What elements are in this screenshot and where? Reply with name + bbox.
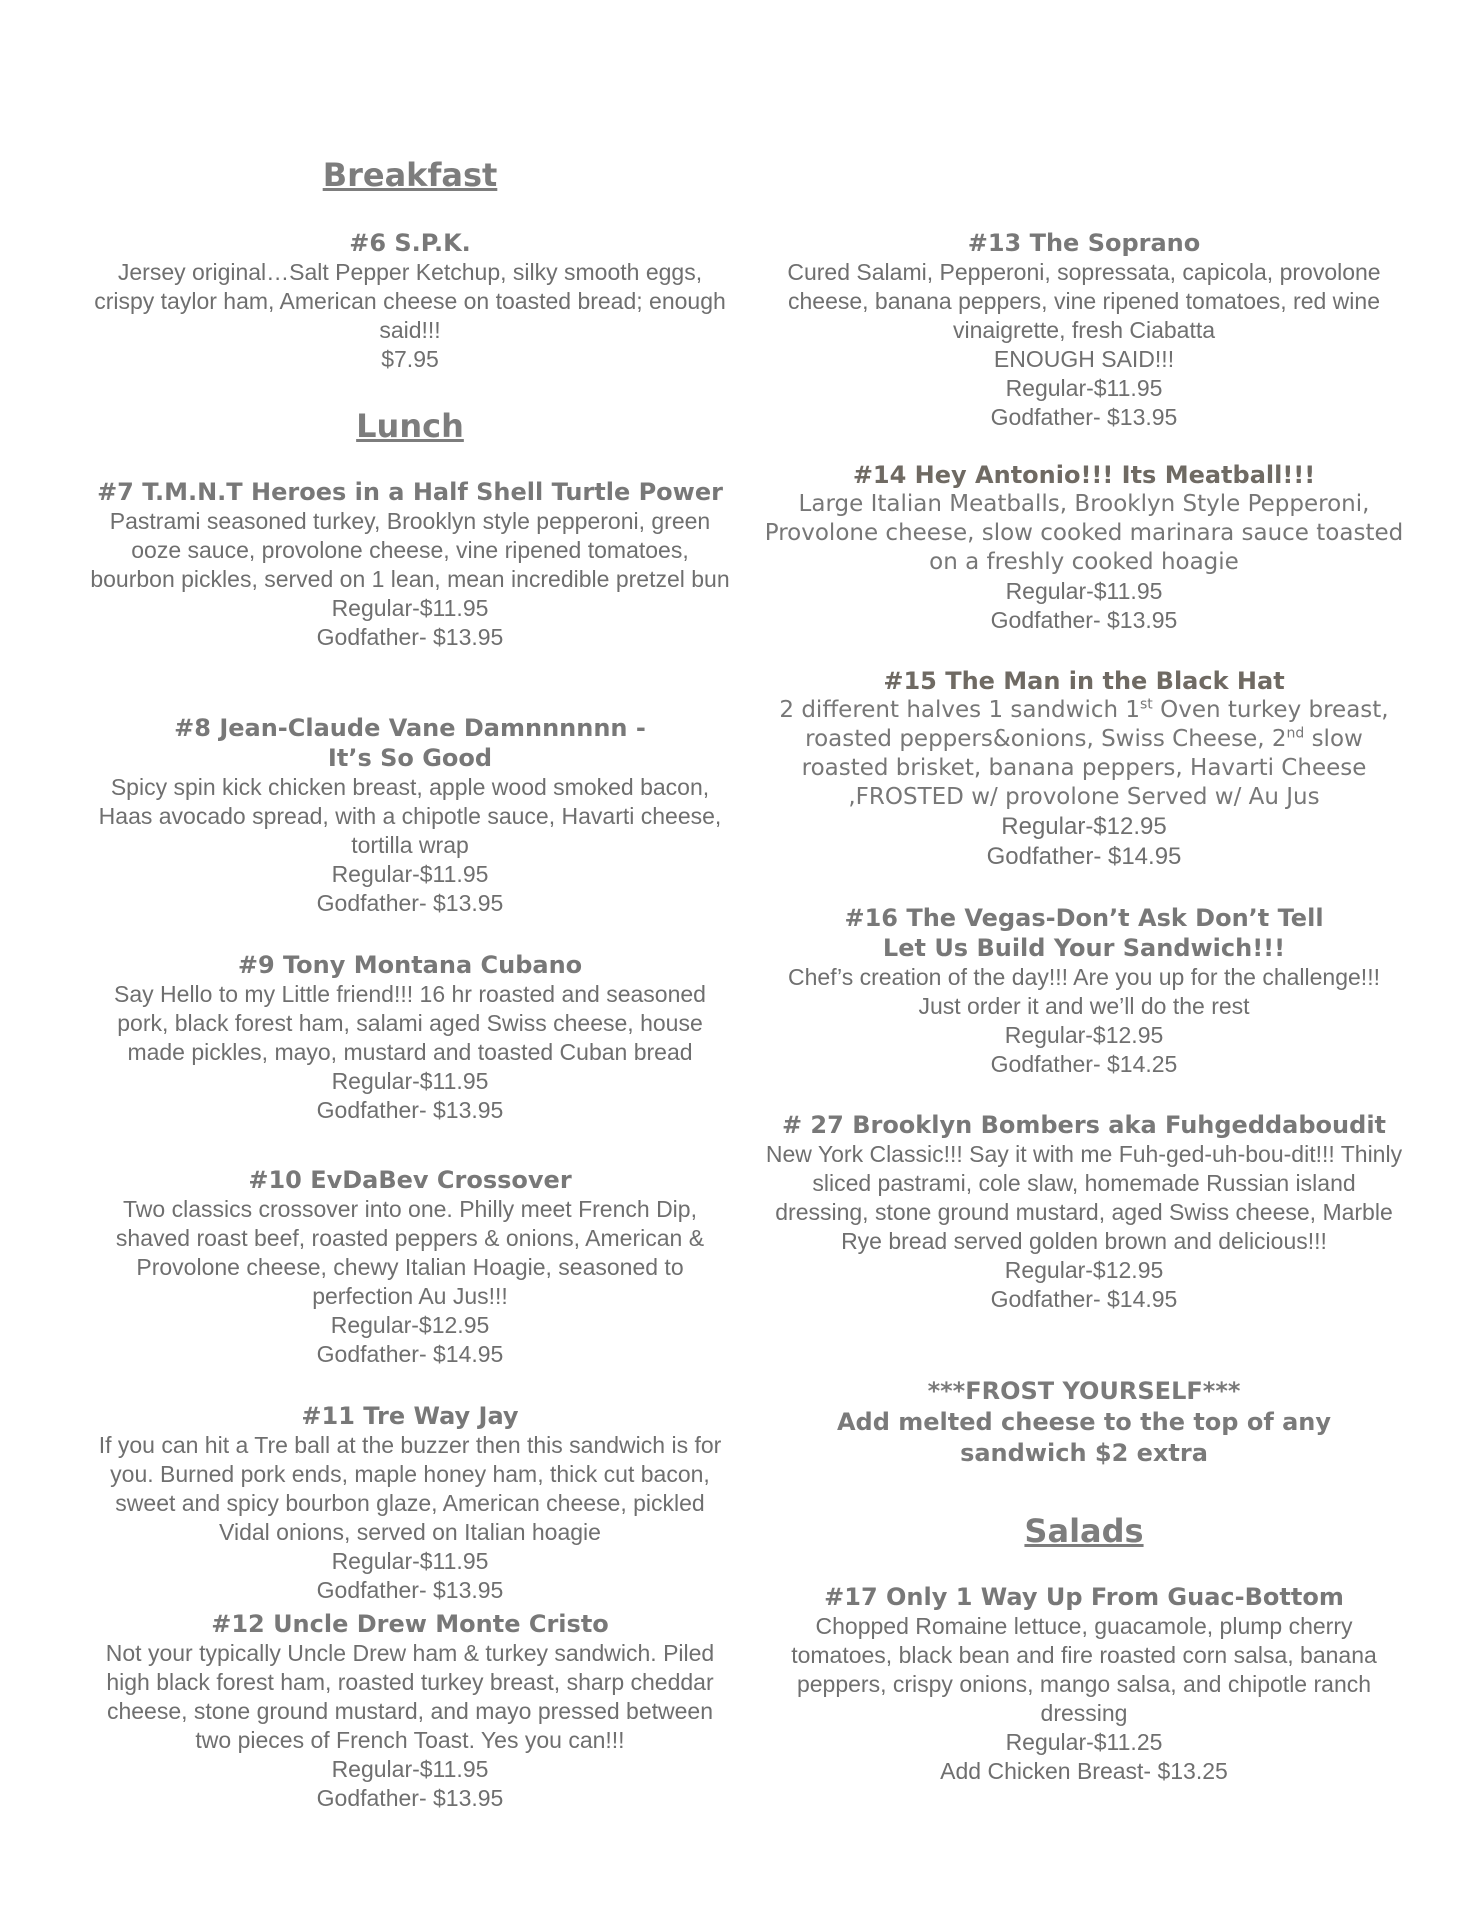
- menu-item-13: [764, 228, 1404, 432]
- item-price-regular: Regular-$12.95: [1004, 1257, 1164, 1283]
- item-price-regular: Regular-$12.95: [1004, 1022, 1164, 1048]
- section-title-lunch: Lunch: [356, 407, 464, 445]
- item-name: #7 T.M.N.T Heroes in a Half Shell Turtle Power: [97, 478, 723, 506]
- item-name: #10 EvDaBev Crossover: [248, 1166, 572, 1194]
- frost-description: Add melted cheese to the top of any sandwich $2 extra: [836, 1408, 1332, 1467]
- item-description: Cured Salami, Pepperoni, sopressata, capicola, provolone cheese, banana peppers, vine ripened tomatoes, red wine vinaigrette, fresh Ciabatta: [787, 259, 1381, 343]
- item-price-regular: Regular-$11.95: [331, 1548, 489, 1574]
- item-price: $7.95: [381, 346, 439, 372]
- menu-item-8: [90, 713, 730, 918]
- menu-item-6: [90, 228, 730, 374]
- menu-item-7: [90, 477, 730, 652]
- item-description: Say Hello to my Little friend!!! 16 hr roasted and seasoned pork, black forest ham, salami aged Swiss cheese, house made pickles, mayo, mustard and toasted Cuban bread: [114, 981, 706, 1065]
- item-name: #8 Jean-Claude Vane Damnnnnnn -: [174, 714, 646, 742]
- item-price-godfather: Godfather- $13.95: [316, 890, 504, 916]
- item-name-line2: It’s So Good: [327, 744, 493, 772]
- item-price-godfather: Godfather- $13.95: [990, 404, 1178, 430]
- menu-item-27: [764, 1110, 1404, 1314]
- item-name: #6 S.P.K.: [349, 229, 471, 257]
- item-name: # 27 Brooklyn Bombers aka Fuhgeddaboudit: [781, 1111, 1387, 1139]
- item-description: Spicy spin kick chicken breast, apple wood smoked bacon, Haas avocado spread, with a chipotle sauce, Havarti cheese, tortilla wrap: [98, 774, 722, 858]
- item-price-regular: Regular-$11.95: [1005, 375, 1163, 401]
- item-price-godfather: Godfather- $13.95: [990, 607, 1178, 633]
- item-price-godfather: Godfather- $13.95: [316, 1097, 504, 1123]
- item-description: New York Classic!!! Say it with me Fuh-ged-uh-bou-dit!!! Thinly sliced pastrami, cole slaw, homemade Russian island dressing, stone ground mustard, aged Swiss cheese, Marble Rye bread served golden brown and delicious!!!: [765, 1141, 1403, 1254]
- item-description: Two classics crossover into one. Philly meet French Dip, shaved roast beef, roasted peppers & onions, American & Provolone cheese, chewy Italian Hoagie, seasoned to perfection Au Jus!!!: [115, 1196, 705, 1309]
- item-price-godfather: Godfather- $13.95: [316, 624, 504, 650]
- item-name: #13 The Soprano: [967, 229, 1201, 257]
- menu-item-16: [764, 903, 1404, 1079]
- item-name: #11 Tre Way Jay: [301, 1402, 519, 1430]
- item-description: Chopped Romaine lettuce, guacamole, plump cherry tomatoes, black bean and fire roasted corn salsa, banana peppers, crispy onions, mango salsa, and chipotle ranch dressing: [791, 1613, 1377, 1726]
- item-description: Chef’s creation of the day!!! Are you up for the challenge!!! Just order it and we’ll do the rest: [788, 964, 1380, 1019]
- item-name: #9 Tony Montana Cubano: [237, 951, 583, 979]
- menu-item-15: [764, 666, 1404, 872]
- item-price-regular: Regular-$12.95: [330, 1312, 490, 1338]
- item-price-regular: Regular-$11.95: [331, 861, 489, 887]
- item-name: #14 Hey Antonio!!! Its Meatball!!!: [852, 461, 1316, 489]
- menu-item-14: [764, 460, 1404, 635]
- menu-item-10: [90, 1165, 730, 1369]
- item-extra: ENOUGH SAID!!!: [993, 346, 1175, 372]
- item-price-regular: Regular-$11.95: [331, 595, 489, 621]
- item-price-godfather: Godfather- $14.95: [990, 1286, 1178, 1312]
- item-price-regular: Regular-$11.95: [331, 1068, 489, 1094]
- item-name: #17 Only 1 Way Up From Guac-Bottom: [824, 1583, 1344, 1611]
- item-price-chicken: Add Chicken Breast- $13.25: [940, 1758, 1228, 1784]
- frost-title: ***FROST YOURSELF***: [927, 1377, 1241, 1405]
- item-description: Large Italian Meatballs, Brooklyn Style Pepperoni, Provolone cheese, slow cooked marinara sauce toasted on a freshly cooked hoagie: [764, 491, 1404, 575]
- item-description: If you can hit a Tre ball at the buzzer then this sandwich is for you. Burned pork ends, maple honey ham, thick cut bacon, sweet and spicy bourbon glaze, American cheese, pickled Vidal onions, served on Italian hoagie: [98, 1432, 722, 1545]
- item-price-godfather: Godfather- $14.95: [986, 843, 1182, 870]
- section-title-breakfast: Breakfast: [322, 156, 498, 194]
- item-price-godfather: Godfather- $13.95: [316, 1785, 504, 1811]
- item-price-regular: Regular-$12.95: [1001, 813, 1167, 840]
- item-name: #16 The Vegas-Don’t Ask Don’t Tell: [844, 904, 1324, 932]
- item-description: Pastrami seasoned turkey, Brooklyn style pepperoni, green ooze sauce, provolone cheese, vine ripened tomatoes, bourbon pickles, served on 1 lean, mean incredible pretzel bun: [90, 508, 730, 592]
- item-price-godfather: Godfather- $13.95: [316, 1577, 504, 1603]
- item-price-regular: Regular-$11.95: [331, 1756, 489, 1782]
- menu-item-12: [90, 1609, 730, 1813]
- menu-item-17: [764, 1582, 1404, 1786]
- menu-item-11: [90, 1401, 730, 1605]
- item-description: Not your typically Uncle Drew ham & turkey sandwich. Piled high black forest ham, roasted turkey breast, sharp cheddar cheese, stone ground mustard, and mayo pressed between two pieces of French Toast. Yes you can!!!: [105, 1640, 715, 1753]
- item-price-regular: Regular-$11.25: [1005, 1729, 1163, 1755]
- item-name-line2: Let Us Build Your Sandwich!!!: [882, 934, 1286, 962]
- item-price-godfather: Godfather- $14.25: [990, 1051, 1178, 1077]
- item-description: Jersey original…Salt Pepper Ketchup, silky smooth eggs, crispy taylor ham, American cheese on toasted bread; enough said!!!: [94, 259, 726, 343]
- item-price-godfather: Godfather- $14.95: [316, 1341, 504, 1367]
- frost-yourself-note: [764, 1376, 1404, 1469]
- item-name: #12 Uncle Drew Monte Cristo: [211, 1610, 609, 1638]
- menu-item-9: [90, 950, 730, 1125]
- item-price-regular: Regular-$11.95: [1005, 578, 1163, 604]
- item-description: 2 different halves 1 sandwich 1st Oven turkey breast, roasted peppers&onions, Swiss Cheese, 2nd slow roasted brisket, banana peppers, Havarti Cheese ,FROSTED w/ provolone Served w/ Au Jus: [779, 696, 1389, 810]
- section-title-salads: Salads: [1024, 1512, 1144, 1550]
- item-name: #15 The Man in the Black Hat: [883, 667, 1285, 695]
